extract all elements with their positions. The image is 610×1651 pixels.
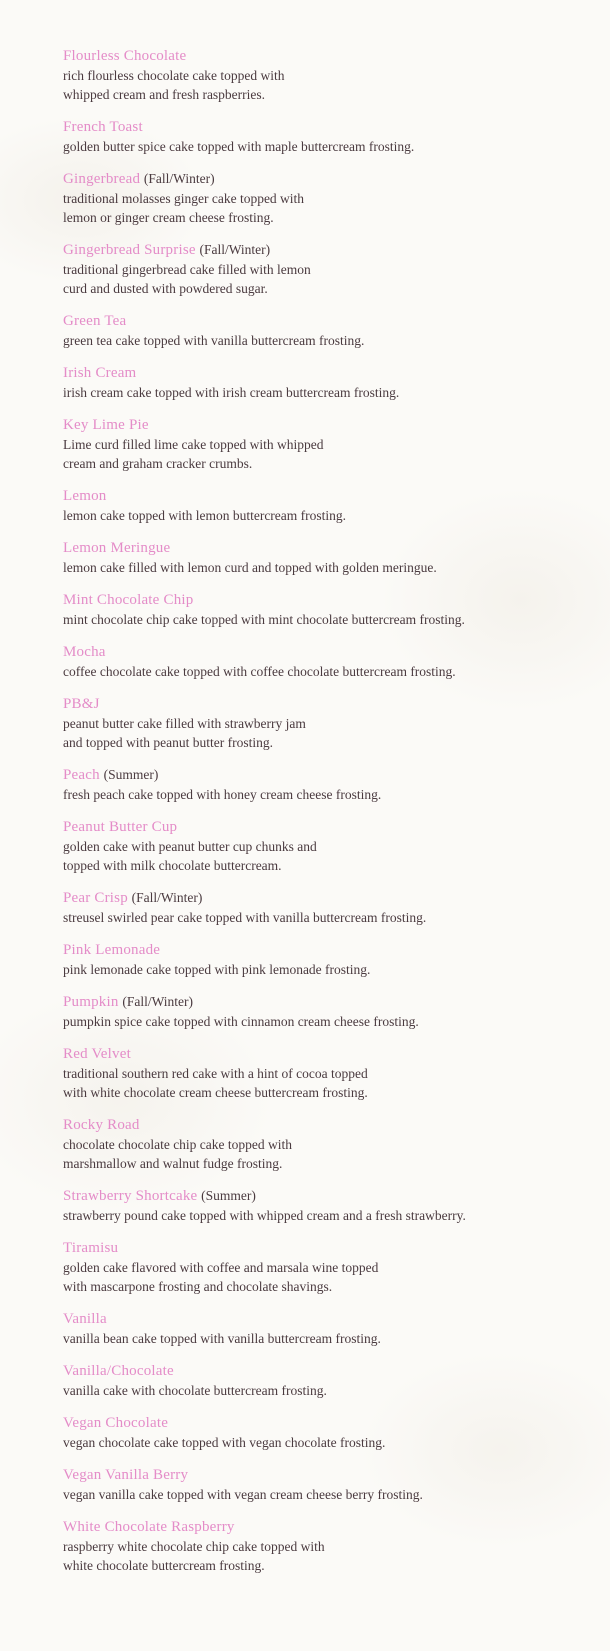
flavor-description: vegan chocolate cake topped with vegan chocolate frosting.	[63, 1435, 386, 1450]
list-item	[63, 1045, 603, 1102]
season-note: (Summer)	[201, 1188, 256, 1203]
flavor-description: vegan vanilla cake topped with vegan cream cheese berry frosting.	[63, 1487, 423, 1502]
list-item	[63, 241, 603, 298]
flavor-description: chocolate chocolate chip cake topped with marshmallow and walnut fudge frosting.	[63, 1137, 293, 1171]
flavor-name: Pumpkin	[63, 994, 119, 1010]
flavor-description: peanut butter cake filled with strawberry jam and topped with peanut butter frosting.	[63, 716, 306, 750]
list-item	[63, 695, 603, 752]
flavor-description: pink lemonade cake topped with pink lemonade frosting.	[63, 962, 371, 977]
flavor-name: Vanilla/Chocolate	[63, 1363, 174, 1379]
list-item	[63, 170, 603, 227]
flavor-description: golden butter spice cake topped with maple buttercream frosting.	[63, 139, 415, 154]
flavor-name: Flourless Chocolate	[63, 48, 187, 64]
flavor-description: traditional southern red cake with a hint of cocoa topped with white chocolate cream cheese buttercream frosting.	[63, 1066, 368, 1100]
season-note: (Fall/Winter)	[122, 994, 194, 1009]
flavor-name: Peanut Butter Cup	[63, 819, 178, 835]
flavor-description: strawberry pound cake topped with whipped cream and a fresh strawberry.	[63, 1208, 466, 1223]
list-item	[63, 766, 603, 804]
flavor-description: traditional molasses ginger cake topped with lemon or ginger cream cheese frosting.	[63, 191, 305, 225]
list-item	[63, 1466, 603, 1504]
list-item	[63, 591, 603, 629]
list-item	[63, 941, 603, 979]
list-item	[63, 539, 603, 577]
list-item	[63, 1362, 603, 1400]
flavor-description: Lime curd filled lime cake topped with whipped cream and graham cracker crumbs.	[63, 437, 324, 471]
flavor-list	[63, 47, 603, 1575]
flavor-name: Gingerbread Surprise	[63, 242, 196, 258]
flavor-name: Vegan Vanilla Berry	[63, 1467, 189, 1483]
flavor-name: Mocha	[63, 644, 106, 660]
flavor-name: French Toast	[63, 119, 143, 135]
list-item	[63, 818, 603, 875]
flavor-description: lemon cake topped with lemon buttercream frosting.	[63, 508, 347, 523]
flavor-name: Vanilla	[63, 1311, 107, 1327]
flavor-description: lemon cake filled with lemon curd and topped with golden meringue.	[63, 560, 437, 575]
flavor-name: Tiramisu	[63, 1240, 119, 1256]
season-note: (Fall/Winter)	[131, 890, 203, 905]
flavor-description: raspberry white chocolate chip cake topped with white chocolate buttercream frosting.	[63, 1539, 325, 1573]
season-note: (Summer)	[103, 767, 159, 782]
flavor-description: mint chocolate chip cake topped with mint chocolate buttercream frosting.	[63, 612, 465, 627]
flavor-description: golden cake flavored with coffee and marsala wine topped with mascarpone frosting and chocolate shavings.	[63, 1260, 379, 1294]
flavor-name: Irish Cream	[63, 365, 137, 381]
list-item	[63, 416, 603, 473]
flavor-description: coffee chocolate cake topped with coffee chocolate buttercream frosting.	[63, 664, 456, 679]
flavor-name: Peach	[63, 767, 100, 783]
season-note: (Fall/Winter)	[143, 171, 215, 186]
flavor-name: Gingerbread	[63, 171, 141, 187]
flavor-name: Pear Crisp	[63, 890, 128, 906]
list-item	[63, 889, 603, 927]
flavor-name: Lemon Meringue	[63, 540, 171, 556]
flavor-name: Red Velvet	[63, 1046, 131, 1062]
flavor-name: Rocky Road	[63, 1117, 140, 1133]
flavor-description: fresh peach cake topped with honey cream cheese frosting.	[63, 787, 382, 802]
flavor-name: Pink Lemonade	[63, 942, 161, 958]
flavor-name: Mint Chocolate Chip	[63, 592, 194, 608]
list-item	[63, 1116, 603, 1173]
flavor-description: traditional gingerbread cake filled with lemon curd and dusted with powdered sugar.	[63, 262, 311, 296]
list-item	[63, 993, 603, 1031]
flavor-description: vanilla bean cake topped with vanilla buttercream frosting.	[63, 1331, 381, 1346]
flavor-name: Lemon	[63, 488, 107, 504]
list-item	[63, 1414, 603, 1452]
list-item	[63, 364, 603, 402]
flavor-name: Strawberry Shortcake	[63, 1188, 198, 1204]
flavor-name: White Chocolate Raspberry	[63, 1519, 235, 1535]
flavor-name: Vegan Chocolate	[63, 1415, 169, 1431]
flavor-description: golden cake with peanut butter cup chunks and topped with milk chocolate buttercream.	[63, 839, 317, 873]
list-item	[63, 1187, 603, 1225]
list-item	[63, 487, 603, 525]
flavor-description: pumpkin spice cake topped with cinnamon cream cheese frosting.	[63, 1014, 419, 1029]
flavor-description: rich flourless chocolate cake topped with whipped cream and fresh raspberries.	[63, 68, 285, 102]
list-item	[63, 47, 603, 104]
flavor-name: PB&J	[63, 696, 100, 712]
flavor-description: streusel swirled pear cake topped with vanilla buttercream frosting.	[63, 910, 427, 925]
flavor-name: Green Tea	[63, 313, 127, 329]
flavor-name: Key Lime Pie	[63, 417, 149, 433]
list-item	[63, 1310, 603, 1348]
list-item	[63, 643, 603, 681]
flavor-description: irish cream cake topped with irish cream buttercream frosting.	[63, 385, 400, 400]
flavor-description: green tea cake topped with vanilla buttercream frosting.	[63, 333, 365, 348]
list-item	[63, 312, 603, 350]
list-item	[63, 1239, 603, 1296]
list-item	[63, 1518, 603, 1575]
flavor-description: vanilla cake with chocolate buttercream frosting.	[63, 1383, 327, 1398]
list-item	[63, 118, 603, 156]
season-note: (Fall/Winter)	[199, 242, 271, 257]
